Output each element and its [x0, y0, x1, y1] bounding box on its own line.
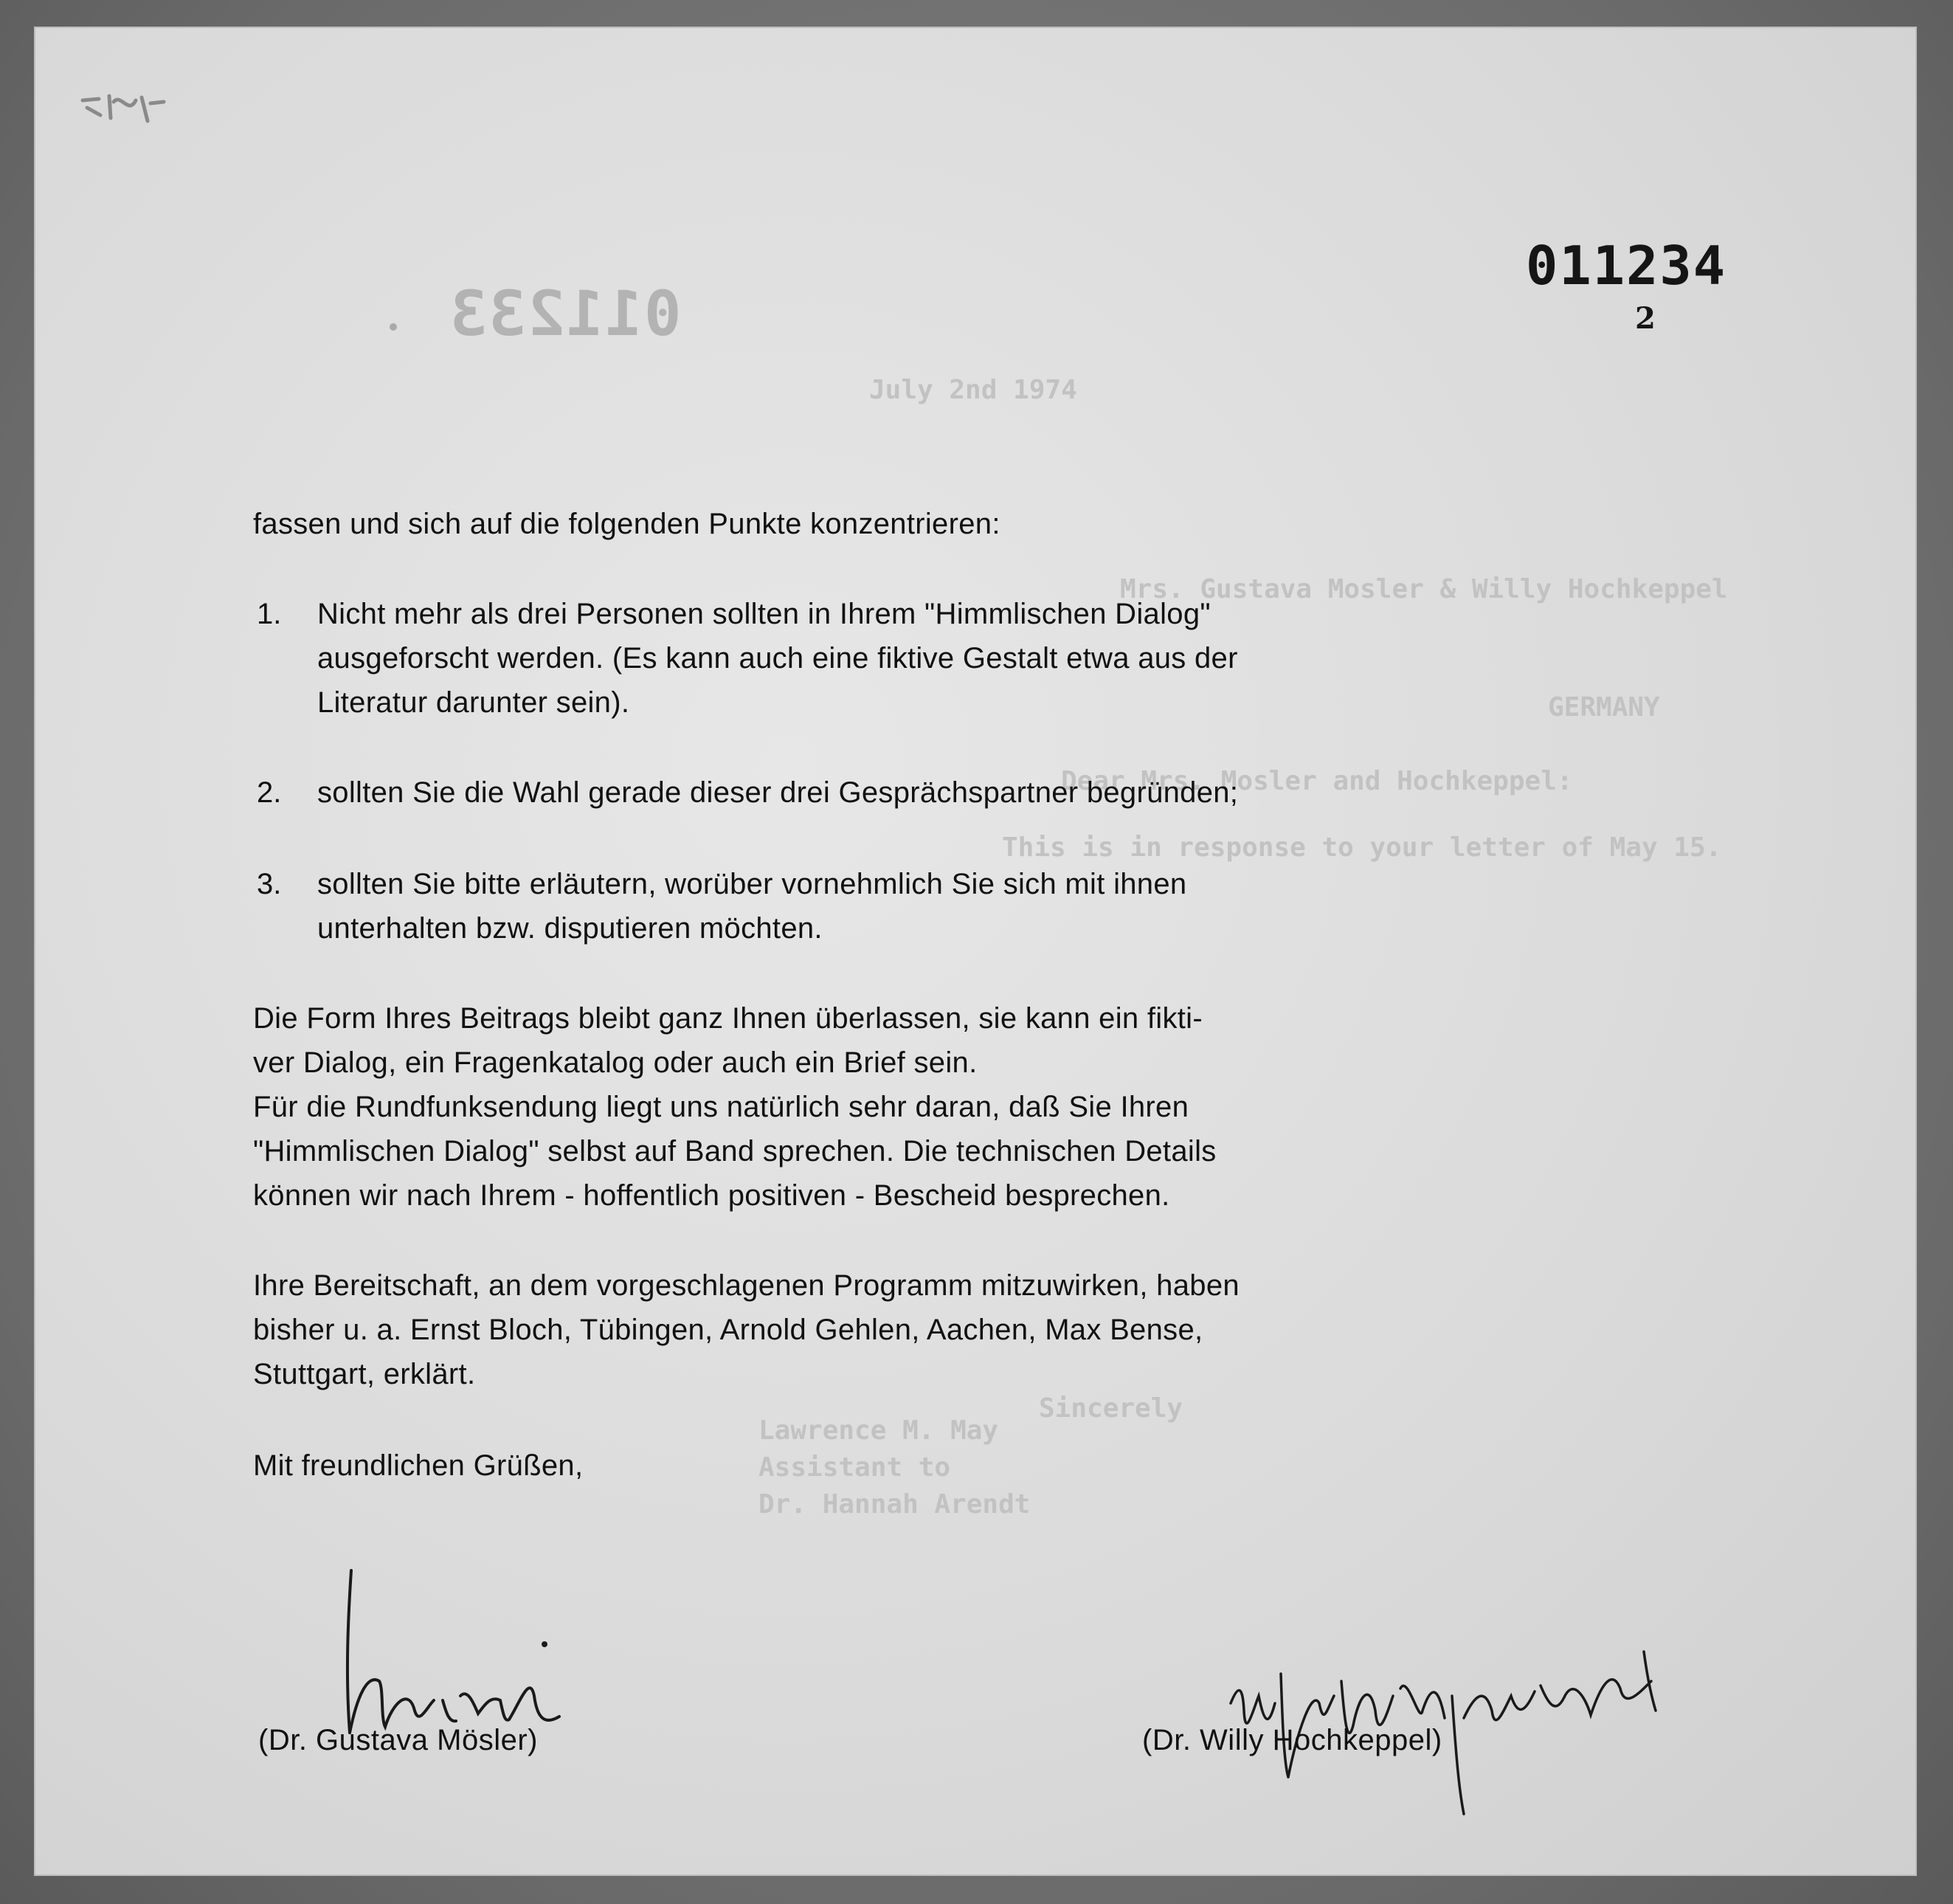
page-number: 2	[1635, 301, 1656, 336]
signature-moesler	[316, 1556, 699, 1748]
item-1-line-2: ausgeforscht werden. (Es kann auch eine fiktive Gestalt etwa aus der	[317, 642, 1238, 675]
item-3-line-2: unterhalten bzw. disputieren möchten.	[317, 912, 823, 945]
item-2-number: 2.	[257, 776, 282, 809]
corner-pencil-mark	[77, 86, 173, 137]
item-1-number: 1.	[257, 598, 282, 630]
signature-hochkeppel	[1201, 1615, 1718, 1829]
bleed-salutation: Dear Mrs. Mosler and Hochkeppel:	[1061, 766, 1573, 796]
bleed-sender-name: Lawrence M. May	[758, 1415, 999, 1446]
form-paragraph-line-2: ver Dialog, ein Fragenkatalog oder auch ein Brief sein.	[253, 1046, 978, 1079]
ghost-dot	[390, 323, 397, 331]
item-1-line-1: Nicht mehr als drei Personen sollten in Ihrem "Himmlischen Dialog"	[317, 598, 1211, 630]
item-2-line-1: sollten Sie die Wahl gerade dieser drei Gesprächspartner begründen;	[317, 776, 1239, 809]
bleed-country: GERMANY	[1548, 692, 1660, 722]
participants-line-2: bisher u. a. Ernst Bloch, Tübingen, Arnold Gehlen, Aachen, Max Bense,	[253, 1314, 1203, 1346]
bleed-sincerely: Sincerely	[1039, 1393, 1183, 1424]
bleed-addressee: Mrs. Gustava Mosler & Willy Hochkeppel	[1120, 574, 1728, 604]
form-paragraph-line-1: Die Form Ihres Beitrags bleibt ganz Ihnen überlassen, sie kann ein fikti-	[253, 1002, 1203, 1035]
ghost-document-number: 011233	[449, 277, 682, 350]
signatory-left-name: (Dr. Gustava Mösler)	[258, 1724, 538, 1756]
document-number-stamp: 011234	[1526, 235, 1727, 297]
participants-line-3: Stuttgart, erklärt.	[253, 1358, 476, 1390]
form-paragraph-line-5: können wir nach Ihrem - hoffentlich positiven - Bescheid besprechen.	[253, 1179, 1170, 1212]
bleed-body-line: This is in response to your letter of May 15.	[1002, 832, 1722, 863]
bleed-date: July 2nd 1974	[869, 375, 1077, 405]
bleed-sender-title: Assistant to	[758, 1452, 951, 1483]
bleed-sender-org: Dr. Hannah Arendt	[758, 1489, 1031, 1520]
letter-page	[35, 28, 1915, 1874]
item-3-line-1: sollten Sie bitte erläutern, worüber vornehmlich Sie sich mit ihnen	[317, 868, 1187, 900]
signatory-right-name: (Dr. Willy Hochkeppel)	[1142, 1724, 1442, 1756]
form-paragraph-line-3: Für die Rundfunksendung liegt uns natürlich sehr daran, daß Sie Ihren	[253, 1091, 1189, 1123]
form-paragraph-line-4: "Himmlischen Dialog" selbst auf Band sprechen. Die technischen Details	[253, 1135, 1217, 1167]
intro-line: fassen und sich auf die folgenden Punkte konzentrieren:	[253, 508, 1000, 540]
participants-line-1: Ihre Bereitschaft, an dem vorgeschlagenen Programm mitzuwirken, haben	[253, 1269, 1240, 1302]
closing-line: Mit freundlichen Grüßen,	[253, 1449, 584, 1482]
item-1-line-3: Literatur darunter sein).	[317, 686, 630, 719]
item-3-number: 3.	[257, 868, 282, 900]
